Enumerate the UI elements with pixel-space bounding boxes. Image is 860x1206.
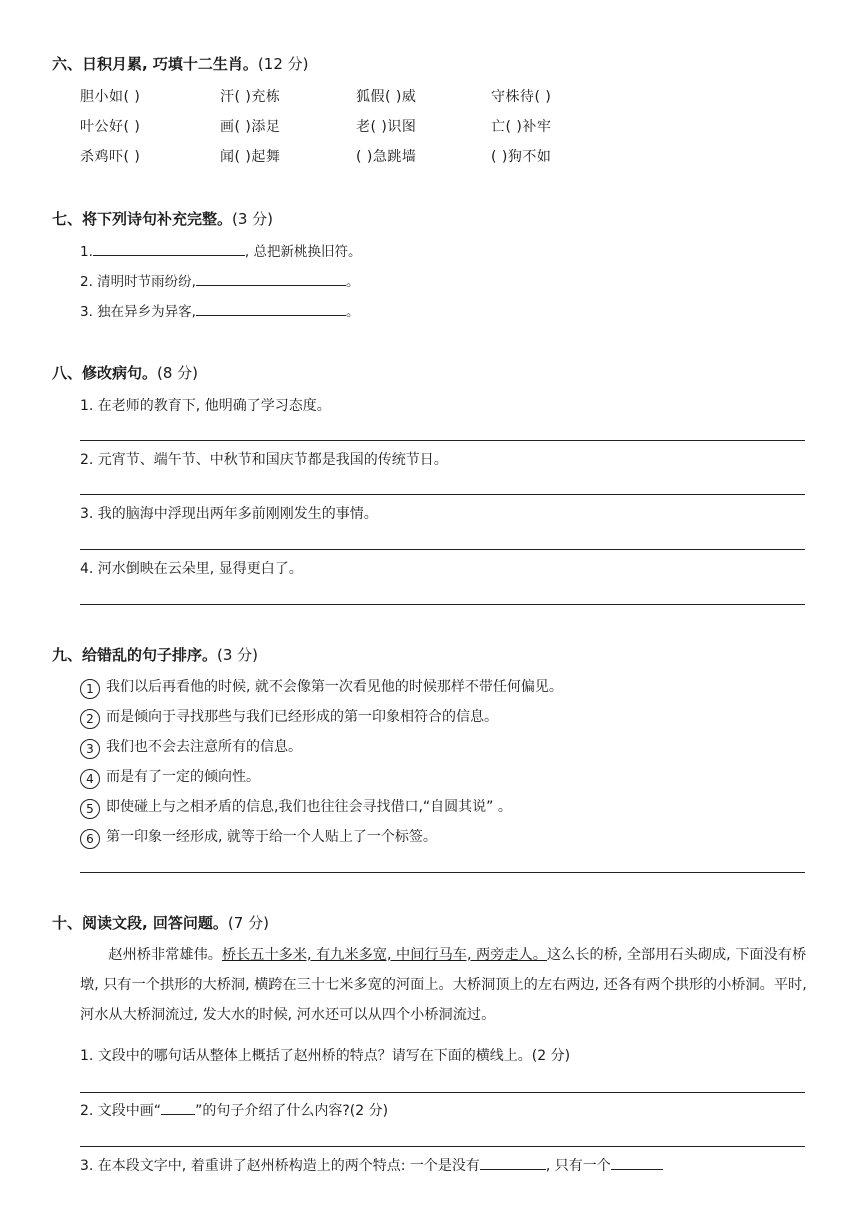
passage-underlined-sentence: 桥长五十多米, 有九米多宽, 中间行马车, 两旁走人。 — [221, 947, 547, 963]
answer-line[interactable] — [80, 872, 805, 873]
poem-item-prefix: 2. 清明时节雨纷纷, — [80, 274, 196, 290]
answer-line[interactable] — [80, 604, 805, 605]
circled-number: 6 — [80, 829, 100, 849]
poem-item-suffix: 。 — [345, 274, 360, 290]
poem-item-prefix: 3. 独在异乡为异客, — [80, 304, 196, 320]
passage-start: 赵州桥非常雄伟。 — [108, 947, 222, 963]
order-item — [80, 676, 563, 699]
sentence-item: 3. 我的脑海中浮现出两年多前刚刚发生的事情。 — [80, 506, 378, 522]
poem-item-prefix: 1. — [80, 244, 93, 260]
idiom-cell: 胆小如( ) — [80, 89, 141, 105]
answer-blank[interactable] — [611, 1155, 663, 1170]
answer-line[interactable] — [80, 440, 805, 441]
passage-rest: 这么长的桥, 全部用石头砌成, 下面没有桥墩, 只有一个拱形的大桥洞, 横跨在三十七米多宽的河面上。大桥洞顶上的左右两边, 还各有两个拱形的小桥洞。平时, 河水从大桥洞流过, 发大水的时候, 河水还可以从四个小桥洞流过。 — [80, 947, 807, 1023]
answer-line[interactable] — [80, 494, 805, 495]
idiom-cell: 亡( )补牢 — [491, 119, 552, 135]
section-7-title: 七、将下列诗句补充完整。 — [52, 210, 233, 228]
circled-number: 1 — [80, 679, 100, 699]
order-item-text: 而是倾向于寻找那些与我们已经形成的第一印象相符合的信息。 — [106, 709, 498, 725]
order-item-text: 第一印象一经形成, 就等于给一个人贴上了一个标签。 — [106, 829, 437, 845]
section-6-title: 六、日积月累, 巧填十二生肖。 — [52, 55, 258, 73]
order-item — [80, 796, 512, 819]
idiom-cell: 守株待( ) — [491, 89, 552, 105]
answer-line[interactable] — [80, 1092, 805, 1093]
question-2 — [80, 1100, 388, 1120]
question-2-prefix: 2. 文段中画“ — [80, 1103, 162, 1119]
order-item — [80, 826, 437, 849]
order-item — [80, 736, 302, 759]
sentence-item: 2. 元宵节、端午节、中秋节和国庆节都是我国的传统节日。 — [80, 452, 448, 468]
answer-line[interactable] — [80, 1146, 805, 1147]
question-3-middle: , 只有一个 — [545, 1158, 611, 1174]
underline-sample — [161, 1100, 195, 1115]
question-2-suffix: ”的句子介绍了什么内容?(2 分) — [195, 1103, 389, 1119]
circled-number: 4 — [80, 769, 100, 789]
section-10-heading — [52, 912, 269, 933]
poem-item-1 — [80, 240, 361, 260]
idiom-cell: 闻( )起舞 — [220, 149, 281, 165]
order-item-text: 而是有了一定的倾向性。 — [106, 769, 260, 785]
idiom-cell: ( )急跳墙 — [356, 149, 417, 165]
idiom-cell: 杀鸡吓( ) — [80, 149, 141, 165]
section-6-heading — [52, 53, 308, 74]
order-item — [80, 706, 498, 729]
answer-blank[interactable] — [196, 271, 346, 286]
idiom-cell: ( )狗不如 — [491, 149, 552, 165]
section-7-score: (3 分) — [232, 210, 274, 228]
reading-passage — [80, 940, 808, 1030]
answer-blank[interactable] — [196, 301, 346, 316]
section-10-score: (7 分) — [227, 914, 269, 932]
question-1: 1. 文段中的哪句话从整体上概括了赵州桥的特点？请写在下面的横线上。(2 分) — [80, 1048, 571, 1064]
section-8-heading — [52, 362, 198, 383]
answer-blank[interactable] — [480, 1155, 546, 1170]
order-item — [80, 766, 260, 789]
sentence-item: 4. 河水倒映在云朵里, 显得更白了。 — [80, 561, 303, 577]
section-6-score: (12 分) — [257, 55, 309, 73]
question-3 — [80, 1155, 663, 1175]
section-8-title: 八、修改病句。 — [52, 364, 158, 382]
order-item-text: 即使碰上与之相矛盾的信息,我们也往往会寻找借口,“自圆其说” 。 — [106, 799, 512, 815]
order-item-text: 我们以后再看他的时候, 就不会像第一次看见他的时候那样不带任何偏见。 — [106, 679, 563, 695]
circled-number: 3 — [80, 739, 100, 759]
section-9-score: (3 分) — [217, 646, 259, 664]
circled-number: 5 — [80, 799, 100, 819]
question-3-prefix: 3. 在本段文字中, 着重讲了赵州桥构造上的两个特点: 一个是没有 — [80, 1158, 480, 1174]
idiom-cell: 汗( )充栋 — [220, 89, 281, 105]
section-9-heading — [52, 644, 258, 665]
answer-blank[interactable] — [93, 241, 245, 256]
idiom-cell: 狐假( )威 — [356, 89, 417, 105]
circled-number: 2 — [80, 709, 100, 729]
poem-item-suffix: , 总把新桃换旧符。 — [244, 244, 362, 260]
order-item-text: 我们也不会去注意所有的信息。 — [106, 739, 302, 755]
idiom-cell: 老( )识图 — [356, 119, 417, 135]
answer-line[interactable] — [80, 549, 805, 550]
idiom-cell: 画( )添足 — [220, 119, 281, 135]
sentence-item: 1. 在老师的教育下, 他明确了学习态度。 — [80, 398, 331, 414]
poem-item-3 — [80, 300, 359, 320]
section-8-score: (8 分) — [157, 364, 199, 382]
section-9-title: 九、给错乱的句子排序。 — [52, 646, 218, 664]
poem-item-2 — [80, 270, 359, 290]
poem-item-suffix: 。 — [345, 304, 360, 320]
section-10-title: 十、阅读文段, 回答问题。 — [52, 914, 228, 932]
section-7-heading — [52, 208, 273, 229]
idiom-cell: 叶公好( ) — [80, 119, 141, 135]
